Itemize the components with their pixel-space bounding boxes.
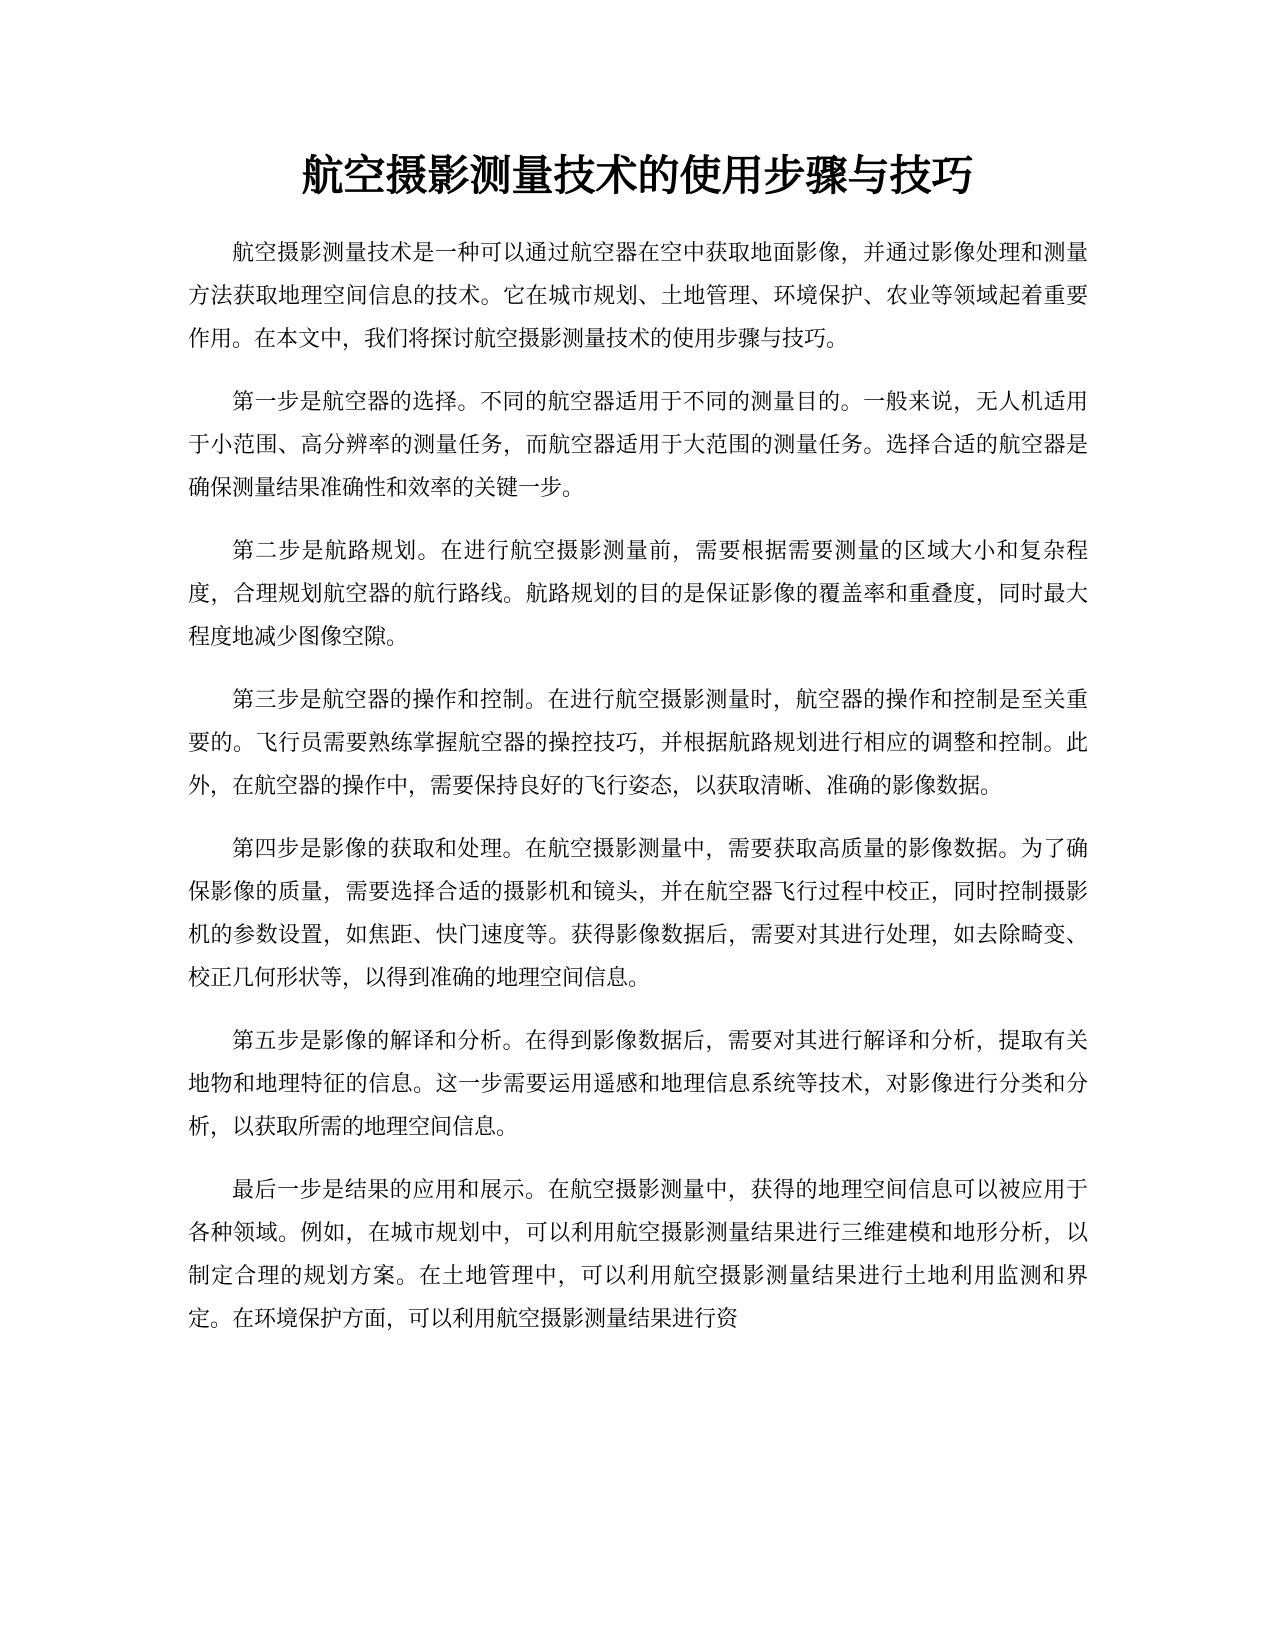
paragraph-step-5: 第五步是影像的解译和分析。在得到影像数据后，需要对其进行解译和分析，提取有关地物和地理特征的信息。这一步需要运用遥感和地理信息系统等技术，对影像进行分类和分析，以获取所需的地理空间信息。 xyxy=(188,1029,1088,1140)
paragraph-step-1: 第一步是航空器的选择。不同的航空器适用于不同的测量目的。一般来说，无人机适用于小范围、高分辨率的测量任务，而航空器适用于大范围的测量任务。选择合适的航空器是确保测量结果准确性和效率的关键一步。 xyxy=(188,390,1088,501)
paragraph-final-step: 最后一步是结果的应用和展示。在航空摄影测量中，获得的地理空间信息可以被应用于各种领域。例如，在城市规划中，可以利用航空摄影测量结果进行三维建模和地形分析，以制定合理的规划方案。在土地管理中，可以利用航空摄影测量结果进行土地利用监测和界定。在环境保护方面，可以利用航空摄影测量结果进行资 xyxy=(188,1178,1088,1332)
document-body xyxy=(188,232,1088,1361)
paragraph-step-4: 第四步是影像的获取和处理。在航空摄影测量中，需要获取高质量的影像数据。为了确保影像的质量，需要选择合适的摄影机和镜头，并在航空器飞行过程中校正，同时控制摄影机的参数设置，如焦距、快门速度等。获得影像数据后，需要对其进行处理，如去除畸变、校正几何形状等，以得到准确的地理空间信息。 xyxy=(188,837,1088,991)
document-title: 航空摄影测量技术的使用步骤与技巧 xyxy=(301,151,974,200)
paragraph-step-3: 第三步是航空器的操作和控制。在进行航空摄影测量时，航空器的操作和控制是至关重要的。飞行员需要熟练掌握航空器的操控技巧，并根据航路规划进行相应的调整和控制。此外，在航空器的操作中，需要保持良好的飞行姿态，以获取清晰、准确的影像数据。 xyxy=(188,688,1088,799)
paragraph-step-2: 第二步是航路规划。在进行航空摄影测量前，需要根据需要测量的区域大小和复杂程度，合理规划航空器的航行路线。航路规划的目的是保证影像的覆盖率和重叠度，同时最大程度地减少图像空隙。 xyxy=(188,539,1088,650)
paragraph-intro: 航空摄影测量技术是一种可以通过航空器在空中获取地面影像，并通过影像处理和测量方法获取地理空间信息的技术。它在城市规划、土地管理、环境保护、农业等领域起着重要作用。在本文中，我们将探讨航空摄影测量技术的使用步骤与技巧。 xyxy=(188,241,1088,352)
